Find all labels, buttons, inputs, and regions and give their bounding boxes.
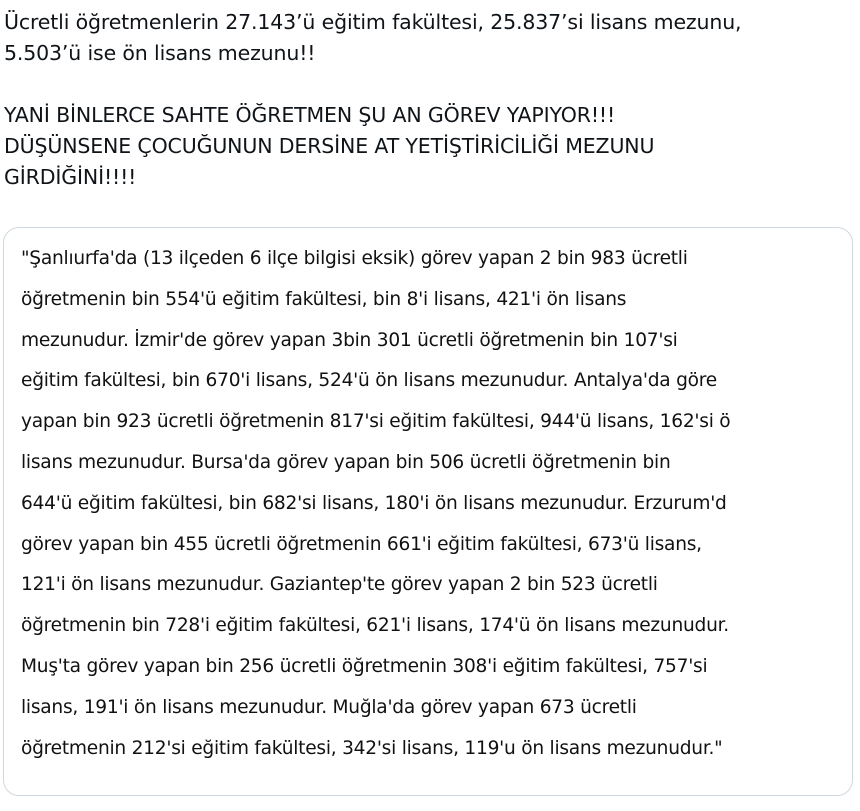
tweet-line: 5.503’ü ise ön lisans mezunu!!: [4, 41, 316, 65]
quote-line: 644'ü eğitim fakültesi, bin 682'si lisans, 180'i ön lisans mezunudur. Erzurum'd: [21, 492, 727, 514]
tweet-line: Ücretli öğretmenlerin 27.143’ü eğitim fakültesi, 25.837’si lisans mezunu,: [4, 10, 742, 34]
tweet-line: DÜŞÜNSENE ÇOCUĞUNUN DERSİNE AT YETİŞTİRİCİLİĞİ MEZUNU: [4, 134, 655, 158]
quote-line: eğitim fakültesi, bin 670'i lisans, 524'ü ön lisans mezunudur. Antalya'da göre: [21, 370, 717, 392]
quoted-image-card[interactable]: [3, 227, 853, 796]
quote-line: lisans, 191'i ön lisans mezunudur. Muğla'da görev yapan 673 ücretli: [21, 696, 637, 718]
paragraph-gap: [4, 69, 856, 100]
quote-line: öğretmenin bin 554'ü eğitim fakültesi, bin 8'i lisans, 421'i ön lisans: [21, 288, 627, 310]
quoted-text: [21, 239, 853, 769]
quote-line: görev yapan bin 455 ücretli öğretmenin 661'i eğitim fakültesi, 673'ü lisans,: [21, 533, 702, 555]
tweet-line: GİRDİĞİNİ!!!!: [4, 165, 137, 189]
tweet-text: [4, 7, 856, 193]
quote-line: öğretmenin 212'si eğitim fakültesi, 342'si lisans, 119'u ön lisans mezunudur.": [21, 737, 723, 759]
quote-line: öğretmenin bin 728'i eğitim fakültesi, 621'i lisans, 174'ü ön lisans mezunudur.: [21, 615, 729, 637]
quote-line: yapan bin 923 ücretli öğretmenin 817'si eğitim fakültesi, 944'ü lisans, 162'si ö: [21, 411, 731, 433]
quote-line: mezunudur. İzmir'de görev yapan 3bin 301 ücretli öğretmenin bin 107'si: [21, 329, 678, 351]
quote-line: lisans mezunudur. Bursa'da görev yapan bin 506 ücretli öğretmenin bin: [21, 451, 671, 473]
quote-line: 121'i ön lisans mezunudur. Gaziantep'te görev yapan 2 bin 523 ücretli: [21, 574, 658, 596]
quote-line: "Şanlıurfa'da (13 ilçeden 6 ilçe bilgisi eksik) görev yapan 2 bin 983 ücretli: [21, 248, 688, 269]
quote-line: Muş'ta görev yapan bin 256 ücretli öğretmenin 308'i eğitim fakültesi, 757'si: [21, 655, 708, 677]
tweet-line: YANİ BİNLERCE SAHTE ÖĞRETMEN ŞU AN GÖREV YAPIYOR!!!: [4, 103, 616, 127]
